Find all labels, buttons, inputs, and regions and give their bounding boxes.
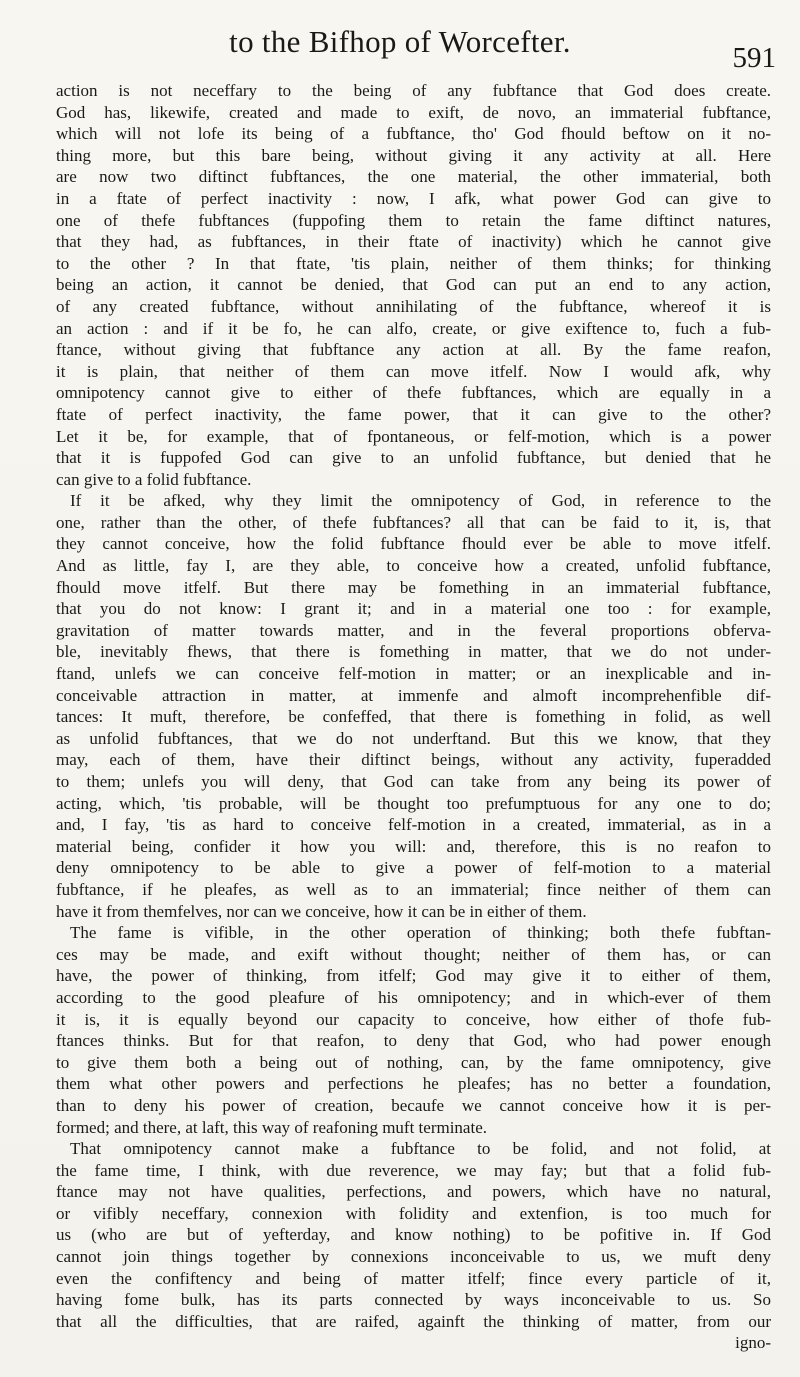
text-line: That omnipotency cannot make a fubftance to be folid, and not folid, at — [70, 1139, 771, 1159]
text-line: ftance may not have qualities, perfections, and powers, which have no natural, — [56, 1182, 771, 1202]
text-line: material being, confider it how you will: and, therefore, this is no reafon to — [56, 836, 771, 856]
text-line: having fome bulk, has its parts connected by ways inconceivable to us. So — [56, 1290, 771, 1310]
text-line: us (who are but of yefterday, and know nothing) to be pofitive in. If God — [56, 1225, 771, 1245]
text-line: to give them both a being out of nothing, can, by the fame omnipotency, give — [56, 1052, 771, 1072]
text-line: are now two diftinct fubftances, the one material, the other immaterial, both — [56, 167, 771, 187]
text-line: ftate of perfect inactivity, the fame power, that it can give to the other? — [56, 404, 771, 424]
text-line: ftances thinks. But for that reafon, to deny that God, who had power enough — [56, 1031, 771, 1051]
text-line: that they had, as fubftances, in their ftate of inactivity) which he cannot give — [56, 232, 771, 252]
text-line: formed; and there, at laft, this way of reafoning muft terminate. — [56, 1117, 487, 1137]
text-line: it is plain, that neither of them can move itfelf. Now I would afk, why — [56, 361, 771, 381]
text-line: an action : and if it be fo, he can alfo, create, or give exiftence to, fuch a fub- — [56, 318, 771, 338]
text-line: being an action, it cannot be denied, that God can put an end to any action, — [56, 275, 771, 295]
text-line: may, each of them, have their diftinct beings, without any activity, fuperadded — [56, 750, 771, 770]
text-line: cannot join things together by connexions inconceivable to us, we muft deny — [56, 1247, 771, 1267]
text-line: igno- — [735, 1333, 771, 1353]
text-line: can give to a folid fubftance. — [56, 469, 252, 489]
text-line: that all the difficulties, that are raifed, againft the thinking of matter, from our — [56, 1311, 771, 1331]
text-line: have, the power of thinking, from itfelf; God may give it to either of them, — [56, 966, 771, 986]
text-line: to the other ? In that ftate, 'tis plain, neither of them thinks; for thinking — [56, 253, 771, 273]
running-head: to the Bifhop of Worcefter. — [229, 24, 571, 59]
text-line: The fame is vifible, in the other operation of thinking; both thefe fubftan- — [70, 923, 771, 943]
text-line: God has, likewife, created and made to exift, de novo, an immaterial fubftance, — [56, 102, 771, 122]
body-text — [56, 80, 771, 1354]
text-line: ble, inevitably fhews, that there is fomething in matter, that we do not under- — [56, 642, 771, 662]
text-line: And as little, fay I, are they able, to conceive how a created, unfolid fubftance, — [56, 556, 771, 576]
text-line: one, rather than the other, of thefe fubftances? all that can be faid to it, is, that — [56, 512, 771, 532]
text-line: even the confiftency and being of matter itfelf; fince every particle of it, — [56, 1268, 771, 1288]
text-line: have it from themfelves, nor can we conceive, how it can be in either of them. — [56, 901, 587, 921]
text-line: which will not lofe its being of a fubftance, tho' God fhould beftow on it no- — [56, 124, 771, 144]
text-line: thing more, but this bare being, without giving it any activity at all. Here — [56, 145, 771, 165]
text-line: that it is fuppofed God can give to an unfolid fubftance, but denied that he — [56, 448, 771, 468]
text-line: fubftance, if he pleafes, as well as to an immaterial; fince neither of them can — [56, 879, 771, 899]
text-line: gravitation of matter towards matter, and in the feveral proportions obferva- — [56, 620, 771, 640]
text-line: it is, it is equally beyond our capacity to conceive, how either of thofe fub- — [56, 1009, 771, 1029]
text-line: in a ftate of perfect inactivity : now, I afk, what power God can give to — [56, 188, 771, 208]
text-line: ftand, unlefs we can conceive felf-motion in matter; or an inexplicable and in- — [56, 664, 771, 684]
text-line: them what other powers and perfections he pleafes; has no better a foundation, — [56, 1074, 771, 1094]
text-line: Let it be, for example, that of fpontaneous, or felf-motion, which is a power — [56, 426, 771, 446]
text-line: to them; unlefs you will deny, that God can take from any being its power of — [56, 772, 771, 791]
page-number: 591 — [732, 42, 776, 74]
text-line: one of thefe fubftances (fuppofing them to retain the fame diftinct natures, — [56, 210, 771, 230]
text-line: and, I fay, 'tis as hard to conceive felf-motion in a created, immaterial, as in a — [56, 815, 771, 835]
text-line: action is not neceffary to the being of any fubftance that God does create. — [56, 81, 771, 100]
text-line: the fame time, I think, with due reverence, we may fay; but that a folid fub- — [56, 1160, 771, 1180]
text-line: that you do not know: I grant it; and in a material one too : for example, — [56, 599, 771, 619]
text-line: conceivable attraction in matter, at immenfe and almoft incomprehenfible dif- — [56, 685, 771, 705]
text-line: according to the good pleafure of his omnipotency; and in which-ever of them — [56, 987, 771, 1007]
text-line: omnipotency cannot give to either of thefe fubftances, which are equally in a — [56, 383, 771, 403]
text-line: deny omnipotency to be able to give a power of felf-motion to a material — [56, 858, 771, 878]
page-header — [0, 12, 800, 72]
text-line: tances: It muft, therefore, be confeffed, that there is fomething in folid, as well — [56, 707, 771, 727]
text-line: ces may be made, and exift without thought; neither of them has, or can — [56, 944, 771, 964]
text-line: acting, which, 'tis probable, will be thought too prefumptuous for any one to do; — [56, 793, 771, 813]
text-line: ftance, without giving that fubftance any action at all. By the fame reafon, — [56, 340, 771, 360]
text-line: than to deny his power of creation, becaufe we cannot conceive how it is per- — [56, 1095, 771, 1115]
text-line: If it be afked, why they limit the omnipotency of God, in reference to the — [70, 491, 771, 511]
text-line: of any created fubftance, without annihilating of the fubftance, whereof it is — [56, 296, 771, 316]
text-line: or vifibly neceffary, connexion with folidity and extenfion, is too much for — [56, 1203, 771, 1223]
text-line: as unfolid fubftances, that we do not underftand. But this we know, that they — [56, 728, 771, 748]
text-line: fhould move itfelf. But there may be fomething in an immaterial fubftance, — [56, 577, 771, 597]
text-line: they cannot conceive, how the folid fubftance fhould ever be able to move itfelf. — [56, 534, 771, 554]
